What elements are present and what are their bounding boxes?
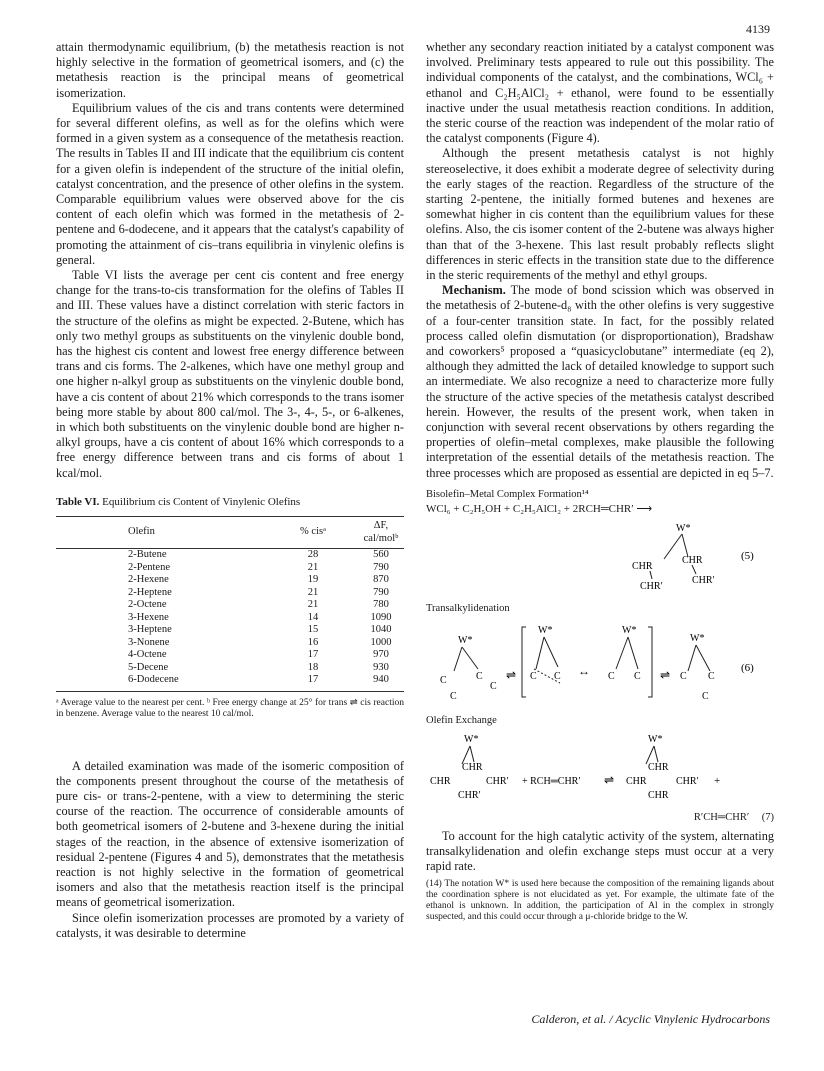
eq5-reactants: WCl₆ + C₂H₅OH + C₂H₅AlCl₂ + 2RCH═CHR′ ⟶ [426, 503, 653, 516]
table-cell-cis: 18 [307, 661, 319, 673]
chem-label-w: W* [690, 632, 705, 644]
table-row [56, 587, 404, 600]
left-paragraph-2: Equilibrium values of the cis and trans contents were determined for several different olefins, as well as for the olefins which were formed in a given system as a consequence of the metathesis reaction. The results in Tables II and III indicate that the equilibrium cis content for a given olefin is independent of the structure of the initial olefin, catalyst concentration, and the presence of other olefins in the system. Comparable equilibrium values were observed above for the cis content of each olefin which was formed in the metathesis of 2-pentene and 6-dodecene, and it appears that the catalyst's capability of promoting the attainment of cis–trans equilibria in vinylenic olefins is general. [56, 100, 404, 267]
chem-label-c: C [634, 670, 641, 682]
eq7-title: Olefin Exchange [426, 714, 497, 726]
table-row [56, 562, 404, 575]
chem-label-c: C [554, 670, 561, 682]
table-caption-text: Equilibrium cis Content of Vinylenic Olefins [102, 495, 301, 508]
left-paragraph-1: attain thermodynamic equilibrium, (b) the metathesis reaction is not highly selective in the formation of geometrical isomers, and (c) the metathesis reaction is the principal means of geometrical isomerization. [56, 40, 404, 100]
equilibrium-table [56, 516, 404, 692]
left-column [56, 40, 404, 941]
eq5-title: Bisolefin–Metal Complex Formation¹⁴ [426, 488, 589, 500]
chem-label-w: W* [538, 624, 553, 636]
table-cell-deltaf: 930 [373, 661, 389, 673]
table-cell-deltaf: 1090 [370, 611, 392, 623]
table-cell-deltaf: 940 [358, 674, 404, 691]
table-header-deltaf: ΔF, cal/molᵇ [358, 517, 404, 549]
table-cell-olefin: 2-Pentene [128, 561, 170, 573]
table-cell-olefin: 3-Hexene [128, 611, 169, 623]
resonance-arrow: ↔ [578, 663, 590, 678]
right-paragraph-1: whether any secondary reaction initiated by a catalyst component was involved. Preliminary tests appeared to rule out this possibility. The individual components of the catalyst, and the combinations, WCl₆ + ethanol and C₂H₅AlCl₂ + ethanol, were found to be essentially inactive under the usual metathesis reaction conditions. In addition, the steric course of the reaction was independent of the molar ratio of the catalyst components (Figure 4). [426, 40, 774, 146]
eq7-product: R′CH═CHR′ [693, 811, 750, 823]
table-row [56, 649, 404, 662]
chem-label-chrp: CHR′ [692, 575, 715, 587]
footnote-14: (14) The notation W* is used here because the composition of the remaining ligands about the coordination sphere is not elucidated as yet. For example, the ultimate fate of the ethanol is unknown. In addition, the participation of Al in the complex in strongly suspected, and this could occur through a μ-chloride bridge to the W. [426, 878, 774, 922]
eq7-structure [426, 728, 774, 812]
chem-label-w: W* [464, 733, 479, 745]
right-column [426, 40, 774, 923]
chem-label-c: C [708, 670, 715, 682]
mechanism-text: The mode of bond scission which was observed in the metathesis of 2-butene-d₈ with the other olefins is very suggestive of a four-center transition state. In fact, for the possibly related process called olefin dismutation (or disproportionation), Bradshaw and coworkers⁵ proposed a “quasicyclobutane” intermediate (eq 2), although they admitted the lack of detailed knowledge to support such an intermediate. We also recognize a need to characterize more fully the structure of the active species of the metathesis catalyst described herein. However, the results of the present work, when taken in conjunction with several recent observations by others regarding the properties of olefin–metal complexes, make plausible the following interpretation of the essential details of the metathesis reaction. The three processes which are proposed as essential are depicted in eq 5–7. [426, 283, 774, 480]
equilibrium-arrow: ⇌ [604, 772, 615, 787]
table-cell-olefin: 2-Hexene [128, 574, 169, 586]
table-cell-deltaf: 1000 [370, 636, 392, 648]
eq5-structure [426, 517, 774, 595]
left-paragraph-4: A detailed examination was made of the isomeric composition of the components present throughout the course of the metathesis of pure cis- or trans-2-pentene, with a view to determining the steric course of the reaction. The occurrence of considerable amounts of both geometrical isomers of 2-butene and 3-hexene during the initial stages of the reaction, in the absence of extensive isomerization of residual 2-pentene (Figures 4 and 5), demonstrates that the metathesis reaction is not highly selective in the formation of geometrical isomers and also that the metathesis reaction itself is the principal means of geometrical isomerization. [56, 758, 404, 910]
table-caption [56, 495, 404, 510]
table-cell-deltaf: 560 [373, 549, 389, 561]
table-cell-cis: 17 [268, 674, 358, 691]
table-cell-deltaf: 780 [373, 599, 389, 611]
table-row [56, 624, 404, 637]
table-cell-olefin: 3-Nonene [128, 636, 170, 648]
table-footnote: ᵃ Average value to the nearest per cent. ᵇ Free energy change at 25° for trans ⇌ cis reaction in benzene. Average value to the nearest 10 cal/mol. [56, 697, 404, 720]
eq5-number: (5) [741, 550, 754, 563]
table-cell-cis: 28 [307, 549, 319, 561]
table-cell-deltaf: 1040 [370, 624, 392, 636]
table-row [56, 674, 404, 691]
chem-label-chrp: CHR′ [640, 581, 663, 593]
chem-label-chr: CHR [462, 761, 483, 773]
table-cell-cis: 15 [307, 624, 319, 636]
running-head: Calderon, et al. / Acyclic Vinylenic Hydrocarbons [531, 1012, 770, 1026]
table-cell-cis: 21 [307, 586, 319, 598]
equilibrium-arrow: ⇌ [506, 667, 517, 682]
table-cell-cis: 19 [307, 574, 319, 586]
table-row [56, 612, 404, 625]
table-cell-olefin: 3-Heptene [128, 624, 172, 636]
chem-label-w: W* [676, 523, 691, 535]
chem-label-w: W* [458, 634, 473, 646]
table-cell-deltaf: 790 [373, 586, 389, 598]
eq6-structure [426, 617, 774, 707]
table-label: Table VI. [56, 495, 100, 508]
table-cell-olefin: 2-Butene [128, 549, 167, 561]
table-cell-cis: 21 [307, 599, 319, 611]
chem-label-chr: CHR [632, 561, 653, 573]
table-cell-olefin: 2-Octene [128, 599, 167, 611]
mechanism-heading: Mechanism. [442, 283, 506, 298]
chem-label-chr: CHR [626, 775, 647, 787]
table-cell-olefin: 2-Heptene [128, 586, 172, 598]
chem-label-c: C [440, 674, 447, 686]
chem-label-chrp: CHR′ [486, 775, 509, 787]
table-row [56, 662, 404, 675]
chem-label-chr: CHR [682, 555, 703, 567]
chem-label-w: W* [622, 624, 637, 636]
table-cell-olefin: 4-Octene [128, 649, 167, 661]
chem-label-c: C [530, 670, 537, 682]
right-paragraph-4: To account for the high catalytic activity of the system, alternating transalkylidenation and olefin exchange steps must occur at a very rapid rate. [426, 828, 774, 874]
table-cell-deltaf: 870 [373, 574, 389, 586]
chem-label-c: C [680, 670, 687, 682]
chem-label-chrp: CHR′ [676, 775, 699, 787]
table-cell-olefin: 5-Decene [128, 661, 169, 673]
chem-label-c: C [490, 680, 497, 692]
table-header-olefin: Olefin [56, 517, 268, 549]
left-paragraph-3: Table VI lists the average per cent cis content and free energy change for the trans-to-cis transformation for the olefins of Tables II and III. These values have a distinct correlation with steric factors in the structure of the olefins as might be expected. 2-Butene, which has only two methyl groups as substituents on the vinylenic double bond, has the highest cis content and lowest free energy difference between trans and cis forms. The 2-alkenes, which have one methyl group and one higher n-alkyl group as substituents on the vinylenic double bond, have a cis content of about 21% which corresponds to the trans isomer being more stable by about 800 cal/mol. The 3-, 4-, 5-, or 6-alkenes, in which both substituents on the vinylenic double bond are higher n-alkyl groups, have a cis content of about 16% which corresponds to a free energy difference between trans and cis forms of about 1 kcal/mol. [56, 268, 404, 480]
chem-label-chrp: CHR′ [458, 789, 481, 801]
chem-label-c: C [702, 690, 709, 702]
chem-label-w: W* [648, 733, 663, 745]
plus-sign: + [714, 774, 721, 787]
right-paragraph-3 [426, 283, 774, 481]
chem-label-c: C [608, 670, 615, 682]
left-paragraph-5: Since olefin isomerization processes are promoted by a variety of catalysts, it was desirable to determine [56, 910, 404, 940]
table-cell-cis: 14 [307, 611, 319, 623]
equilibrium-arrow: ⇌ [660, 667, 671, 682]
chem-label-chr: CHR [430, 775, 451, 787]
chem-label-c: C [450, 690, 457, 702]
table-cell-cis: 16 [307, 636, 319, 648]
chem-label-chr: CHR [648, 761, 669, 773]
table-row [56, 549, 404, 562]
table-row [56, 637, 404, 650]
chem-label-rch: + RCH═CHR′ [522, 775, 581, 787]
table-header-cis: % cisᵃ [268, 517, 358, 549]
table-cell-cis: 21 [307, 561, 319, 573]
page-number: 4139 [746, 22, 770, 36]
eq7-number: (7) [761, 811, 774, 823]
table-cell-olefin: 6-Dodecene [56, 674, 268, 691]
chem-label-chr: CHR [648, 789, 669, 801]
table-cell-deltaf: 790 [373, 561, 389, 573]
table-row [56, 574, 404, 587]
table-row [56, 599, 404, 612]
table-cell-cis: 17 [307, 649, 319, 661]
eq6-number: (6) [741, 661, 754, 674]
eq6-title: Transalkylidenation [426, 603, 510, 615]
right-paragraph-2: Although the present metathesis catalyst is not highly stereoselective, it does exhibit a moderate degree of selectivity during the early stages of the reaction. Regardless of the structure of the starting 2-pentene, the initially formed butenes and hexenes are somewhat higher in cis content than the equilibrium values for these olefins. Also, the cis isomer content of the 2-butene was always higher than that of the 3-hexene. This last result probably reflects slight differences in steric effects in the transition state due to the difference in the steric requirements of the methyl and ethyl groups. [426, 146, 774, 283]
eq7-product-line [426, 810, 774, 825]
chem-label-c: C [476, 670, 483, 682]
table-cell-deltaf: 970 [373, 649, 389, 661]
